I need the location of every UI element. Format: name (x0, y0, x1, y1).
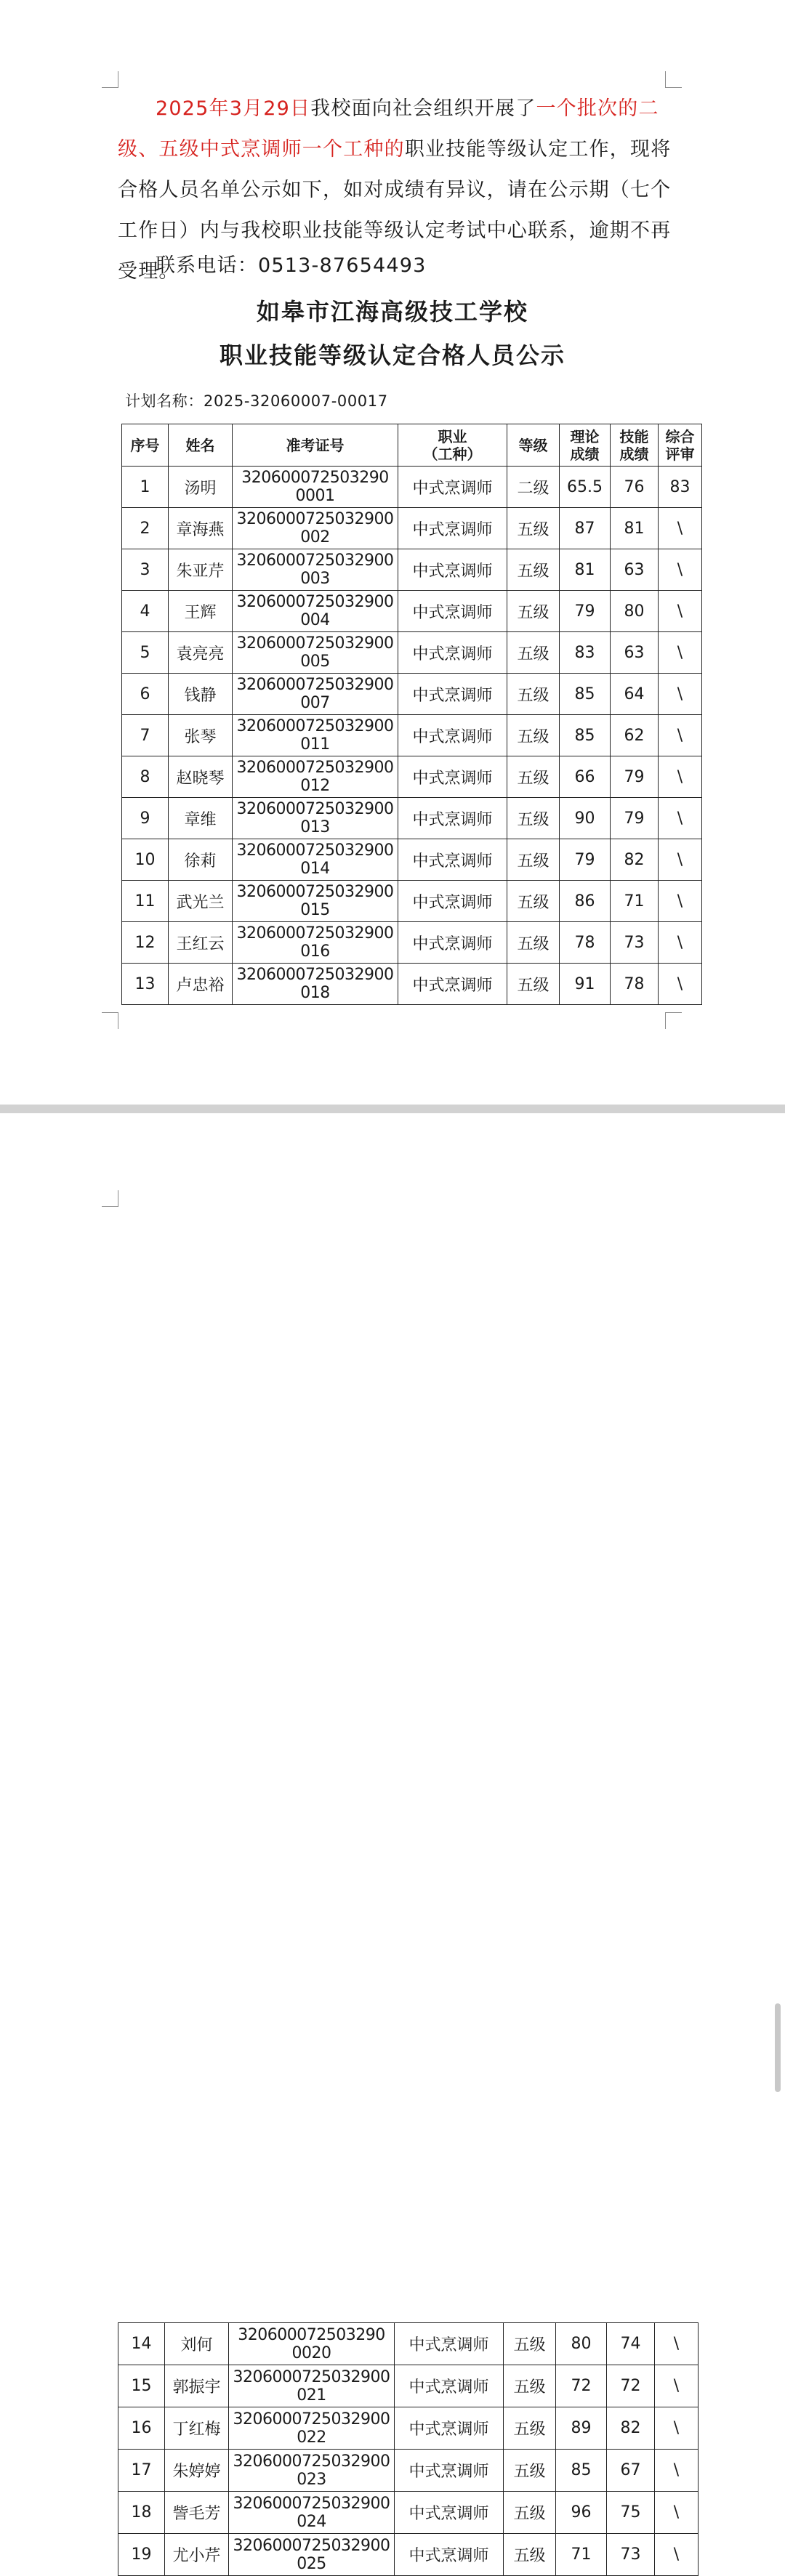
table-row (118, 2492, 699, 2534)
cell-level: 五级 (504, 2492, 556, 2534)
cell-job: 中式烹调师 (398, 756, 507, 798)
cell-review: \ (655, 2323, 699, 2365)
cell-id (229, 2534, 395, 2576)
cell-job: 中式烹调师 (395, 2365, 504, 2407)
cell-id (229, 2407, 395, 2450)
cell-review: \ (659, 881, 702, 922)
cell-job: 中式烹调师 (398, 715, 507, 756)
id-line-1: 3206000725032900 (236, 552, 394, 570)
cell-no: 18 (118, 2492, 165, 2534)
table-row (122, 798, 702, 839)
id-line-1: 3206000725032900 (236, 966, 394, 984)
school-title: 如皋市江海高级技工学校 (256, 298, 528, 326)
cell-no: 19 (118, 2534, 165, 2576)
cell-review: \ (659, 756, 702, 798)
cell-name: 朱亚芹 (169, 549, 233, 591)
cell-level: 五级 (504, 2450, 556, 2492)
table-row (122, 715, 702, 756)
cell-id (229, 2323, 395, 2365)
cell-no: 11 (122, 881, 169, 922)
cell-theory: 87 (560, 508, 611, 549)
id-line-1: 3206000725032900 (233, 2452, 390, 2471)
id-line-2: 011 (300, 735, 330, 754)
cell-theory: 85 (560, 715, 611, 756)
cell-skill: 63 (611, 632, 659, 674)
document-page-2 (0, 1113, 785, 2573)
table-row (122, 508, 702, 549)
cell-job: 中式烹调师 (395, 2492, 504, 2534)
cell-skill: 72 (607, 2365, 655, 2407)
cell-level: 五级 (507, 549, 560, 591)
cell-name: 赵晓琴 (169, 756, 233, 798)
cell-theory: 79 (560, 591, 611, 632)
cell-theory: 85 (556, 2450, 607, 2492)
cell-job: 中式烹调师 (398, 632, 507, 674)
table-row (118, 2365, 699, 2407)
cell-no: 16 (118, 2407, 165, 2450)
cell-id (233, 798, 398, 839)
cell-no: 10 (122, 839, 169, 881)
cell-level: 五级 (504, 2407, 556, 2450)
id-line-2: 002 (300, 528, 330, 546)
header-no: 序号 (122, 424, 169, 467)
cell-no: 3 (122, 549, 169, 591)
cell-skill: 71 (611, 881, 659, 922)
id-line-2: 024 (297, 2512, 326, 2531)
cell-id (233, 467, 398, 508)
cell-skill: 79 (611, 798, 659, 839)
cell-skill: 62 (611, 715, 659, 756)
cell-skill: 67 (607, 2450, 655, 2492)
cell-review: 83 (659, 467, 702, 508)
cell-skill: 75 (607, 2492, 655, 2534)
table-row (122, 632, 702, 674)
cell-no: 13 (122, 964, 169, 1005)
cell-no: 12 (122, 922, 169, 964)
table-row (118, 2407, 699, 2450)
table-row (122, 922, 702, 964)
cell-id (233, 632, 398, 674)
cell-name: 徐莉 (169, 839, 233, 881)
cell-level: 五级 (504, 2323, 556, 2365)
cell-skill: 82 (607, 2407, 655, 2450)
cell-name: 尤小芹 (165, 2534, 229, 2576)
id-line-1: 320600072503290 (241, 469, 389, 487)
cell-review: \ (655, 2450, 699, 2492)
results-table (121, 424, 702, 1005)
cell-theory: 90 (560, 798, 611, 839)
cell-name: 袁亮亮 (169, 632, 233, 674)
cell-no: 5 (122, 632, 169, 674)
header-review: 综合 评审 (659, 424, 702, 467)
cell-name: 汤明 (169, 467, 233, 508)
cell-theory: 81 (560, 549, 611, 591)
notice-text-2: 职业技能等级认定工作，现将合格人员名单公示如下，如对成绩有异议，请在公示期（七个工作日）内与我校职业技能等级认定考试中心联系，逾期不再受理。 (118, 138, 672, 283)
cell-job: 中式烹调师 (398, 508, 507, 549)
id-line-1: 320600072503290 (238, 2325, 385, 2344)
cell-theory: 85 (560, 674, 611, 715)
cell-job: 中式烹调师 (395, 2323, 504, 2365)
cell-level: 五级 (507, 839, 560, 881)
cell-job: 中式烹调师 (395, 2450, 504, 2492)
cell-theory: 78 (560, 922, 611, 964)
cell-id (233, 756, 398, 798)
cell-review: \ (659, 632, 702, 674)
table-row (122, 839, 702, 881)
cell-no: 7 (122, 715, 169, 756)
cell-name: 王辉 (169, 591, 233, 632)
cell-no: 1 (122, 467, 169, 508)
cell-level: 五级 (507, 756, 560, 798)
cell-skill: 78 (611, 964, 659, 1005)
id-line-1: 3206000725032900 (233, 2410, 390, 2428)
cell-skill: 64 (611, 674, 659, 715)
cell-theory: 79 (560, 839, 611, 881)
cell-skill: 74 (607, 2323, 655, 2365)
cell-job: 中式烹调师 (398, 839, 507, 881)
cell-name: 张琴 (169, 715, 233, 756)
notice-text-1: 我校面向社会组织开展了 (310, 97, 536, 120)
id-line-1: 3206000725032900 (236, 800, 394, 818)
cell-review: \ (659, 798, 702, 839)
id-line-2: 023 (297, 2470, 326, 2489)
cell-review: \ (655, 2534, 699, 2576)
cell-skill: 79 (611, 756, 659, 798)
margin-mark (102, 71, 118, 88)
margin-mark (665, 1012, 682, 1029)
table-row (122, 756, 702, 798)
id-line-2: 014 (300, 860, 330, 878)
id-line-2: 003 (300, 570, 330, 588)
cell-name: 訾毛芳 (165, 2492, 229, 2534)
id-line-1: 3206000725032900 (236, 676, 394, 694)
cell-name: 王红云 (169, 922, 233, 964)
header-name: 姓名 (169, 424, 233, 467)
page-separator (0, 1105, 785, 1113)
cell-review: \ (659, 964, 702, 1005)
cell-theory: 89 (556, 2407, 607, 2450)
id-line-1: 3206000725032900 (236, 634, 394, 653)
cell-no: 17 (118, 2450, 165, 2492)
table-row (122, 591, 702, 632)
cell-no: 4 (122, 591, 169, 632)
cell-no: 8 (122, 756, 169, 798)
id-line-1: 3206000725032900 (236, 924, 394, 942)
cell-no: 14 (118, 2323, 165, 2365)
cell-job: 中式烹调师 (398, 798, 507, 839)
id-line-2: 0020 (291, 2343, 331, 2362)
header-id: 准考证号 (233, 424, 398, 467)
id-line-2: 016 (300, 942, 330, 961)
cell-review: \ (659, 549, 702, 591)
cell-theory: 66 (560, 756, 611, 798)
cell-review: \ (659, 922, 702, 964)
table-header (122, 424, 702, 467)
cell-job: 中式烹调师 (398, 964, 507, 1005)
header-job: 职业 （工种） (398, 424, 507, 467)
cell-review: \ (655, 2492, 699, 2534)
id-line-1: 3206000725032900 (233, 2494, 390, 2513)
cell-no: 2 (122, 508, 169, 549)
scrollbar-thumb[interactable] (775, 2003, 781, 2092)
cell-level: 五级 (507, 632, 560, 674)
cell-name: 章维 (169, 798, 233, 839)
table-row (122, 467, 702, 508)
id-line-1: 3206000725032900 (236, 841, 394, 860)
cell-job: 中式烹调师 (395, 2407, 504, 2450)
id-line-2: 0001 (295, 487, 335, 505)
cell-id (229, 2450, 395, 2492)
cell-review: \ (655, 2407, 699, 2450)
cell-no: 9 (122, 798, 169, 839)
cell-id (233, 674, 398, 715)
cell-level: 五级 (507, 715, 560, 756)
cell-theory: 71 (556, 2534, 607, 2576)
cell-no: 15 (118, 2365, 165, 2407)
cell-job: 中式烹调师 (398, 591, 507, 632)
id-line-2: 005 (300, 653, 330, 671)
header-skill: 技能 成绩 (611, 424, 659, 467)
cell-id (233, 591, 398, 632)
id-line-2: 013 (300, 818, 330, 836)
cell-id (233, 964, 398, 1005)
cell-level: 五级 (507, 674, 560, 715)
id-line-2: 007 (300, 694, 330, 712)
cell-name: 郭振宇 (165, 2365, 229, 2407)
cell-theory: 80 (556, 2323, 607, 2365)
cell-review: \ (659, 508, 702, 549)
id-line-1: 3206000725032900 (233, 2536, 390, 2555)
cell-level: 五级 (507, 591, 560, 632)
id-line-2: 022 (297, 2428, 326, 2447)
cell-id (229, 2365, 395, 2407)
id-line-2: 015 (300, 901, 330, 919)
cell-skill: 63 (611, 549, 659, 591)
cell-level: 二级 (507, 467, 560, 508)
notice-title: 职业技能等级认定合格人员公示 (219, 342, 565, 369)
cell-theory: 72 (556, 2365, 607, 2407)
id-line-2: 021 (297, 2386, 326, 2405)
table-row (122, 549, 702, 591)
table-row (118, 2323, 699, 2365)
cell-level: 五级 (507, 881, 560, 922)
id-line-1: 3206000725032900 (236, 717, 394, 735)
margin-mark (665, 71, 682, 88)
results-table-continued (118, 2322, 699, 2576)
cell-name: 刘何 (165, 2323, 229, 2365)
cell-review: \ (659, 674, 702, 715)
cell-job: 中式烹调师 (398, 549, 507, 591)
cell-id (233, 508, 398, 549)
id-line-1: 3206000725032900 (233, 2367, 390, 2386)
table-row (122, 881, 702, 922)
header-theory: 理论 成绩 (560, 424, 611, 467)
cell-no: 6 (122, 674, 169, 715)
cell-level: 五级 (507, 922, 560, 964)
cell-level: 五级 (504, 2365, 556, 2407)
cell-name: 章海燕 (169, 508, 233, 549)
notice-highlight: 一个批次的二级、五级中式烹调师一个工种的 (118, 97, 659, 161)
table-row (118, 2534, 699, 2576)
margin-mark (102, 1190, 118, 1207)
cell-skill: 81 (611, 508, 659, 549)
cell-level: 五级 (507, 798, 560, 839)
cell-level: 五级 (507, 964, 560, 1005)
cell-job: 中式烹调师 (398, 467, 507, 508)
cell-id (233, 922, 398, 964)
cell-theory: 65.5 (560, 467, 611, 508)
table-row (122, 964, 702, 1005)
cell-review: \ (659, 591, 702, 632)
cell-id (233, 839, 398, 881)
cell-job: 中式烹调师 (395, 2534, 504, 2576)
cell-name: 钱静 (169, 674, 233, 715)
cell-skill: 80 (611, 591, 659, 632)
cell-name: 武光兰 (169, 881, 233, 922)
margin-mark (102, 1012, 118, 1029)
id-line-1: 3206000725032900 (236, 883, 394, 901)
plan-name: 计划名称：2025-32060007-00017 (125, 392, 388, 410)
cell-review: \ (659, 839, 702, 881)
header-level: 等级 (507, 424, 560, 467)
cell-review: \ (659, 715, 702, 756)
id-line-1: 3206000725032900 (236, 759, 394, 777)
id-line-2: 018 (300, 984, 330, 1002)
cell-job: 中式烹调师 (398, 881, 507, 922)
cell-level: 五级 (507, 508, 560, 549)
cell-skill: 73 (607, 2534, 655, 2576)
cell-id (233, 715, 398, 756)
cell-name: 朱婷婷 (165, 2450, 229, 2492)
cell-theory: 83 (560, 632, 611, 674)
cell-name: 卢忠裕 (169, 964, 233, 1005)
document-page-1 (0, 0, 785, 1105)
id-line-2: 025 (297, 2554, 326, 2573)
cell-review: \ (655, 2365, 699, 2407)
cell-theory: 96 (556, 2492, 607, 2534)
cell-id (229, 2492, 395, 2534)
id-line-2: 004 (300, 611, 330, 629)
cell-skill: 73 (611, 922, 659, 964)
table-row (122, 674, 702, 715)
id-line-1: 3206000725032900 (236, 593, 394, 611)
cell-level: 五级 (504, 2534, 556, 2576)
table-row (118, 2450, 699, 2492)
cell-job: 中式烹调师 (398, 922, 507, 964)
cell-skill: 76 (611, 467, 659, 508)
cell-skill: 82 (611, 839, 659, 881)
notice-date: 2025年3月29日 (156, 97, 311, 120)
cell-id (233, 549, 398, 591)
cell-theory: 86 (560, 881, 611, 922)
id-line-2: 012 (300, 777, 330, 795)
cell-theory: 91 (560, 964, 611, 1005)
id-line-1: 3206000725032900 (236, 510, 394, 528)
cell-name: 丁红梅 (165, 2407, 229, 2450)
cell-id (233, 881, 398, 922)
contact-phone: 联系电话：0513-87654493 (156, 254, 427, 277)
cell-job: 中式烹调师 (398, 674, 507, 715)
